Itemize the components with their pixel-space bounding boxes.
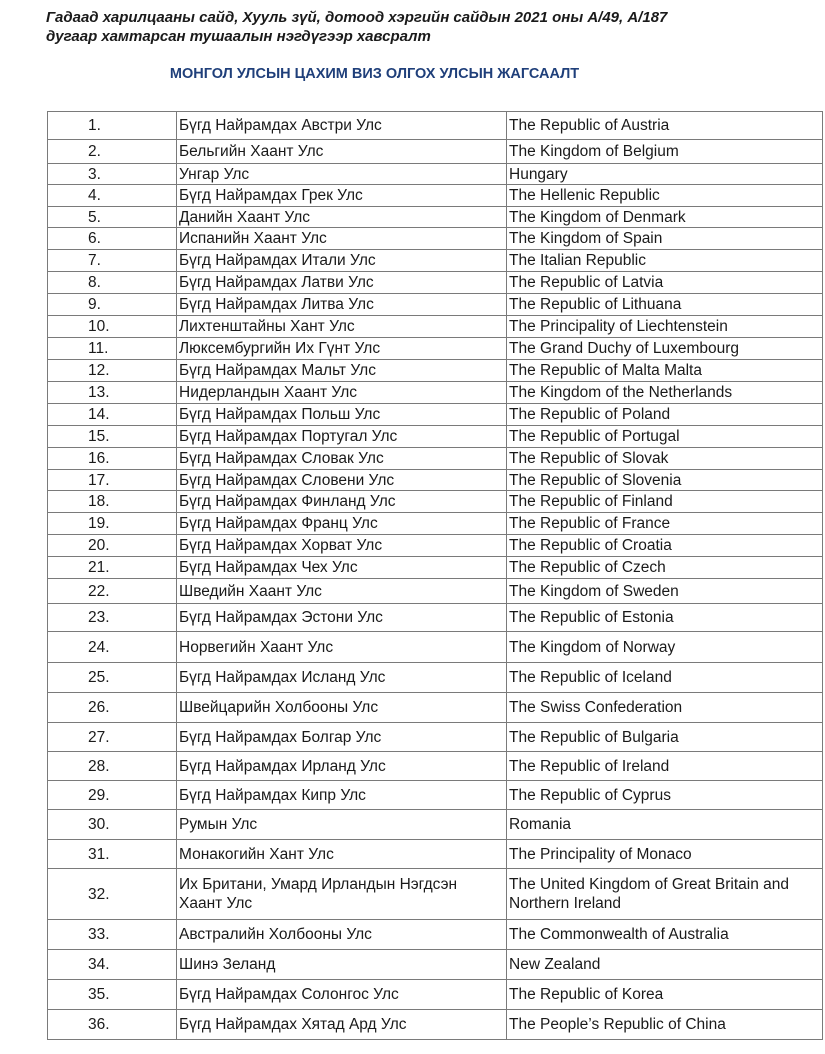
country-name-en: The Republic of Czech: [507, 557, 823, 579]
row-number: 20.: [48, 535, 177, 557]
row-number: 7.: [48, 250, 177, 272]
header-line-1: Гадаад харилцааны сайд, Хууль зүй, дотоод хэргийн сайдын 2021 оны А/49, А/187: [46, 9, 668, 26]
country-table-body: [48, 112, 823, 1040]
country-name-mn: Бүгд Найрамдах Латви Улс: [177, 272, 507, 294]
country-name-mn: Бүгд Найрамдах Португал Улс: [177, 426, 507, 448]
country-name-en: The Republic of Cyprus: [507, 781, 823, 810]
country-name-mn: Шведийн Хаант Улс: [177, 579, 507, 604]
row-number: 30.: [48, 810, 177, 840]
row-number: 11.: [48, 338, 177, 360]
page-title: МОНГОЛ УЛСЫН ЦАХИМ ВИЗ ОЛГОХ УЛСЫН ЖАГСААЛТ: [169, 66, 580, 82]
row-number: 33.: [48, 920, 177, 950]
row-number: 2.: [48, 140, 177, 164]
country-name-mn: Бельгийн Хаант Улс: [177, 140, 507, 164]
row-number: 14.: [48, 404, 177, 426]
country-name-mn: Бүгд Найрамдах Чех Улс: [177, 557, 507, 579]
table-row: [48, 950, 823, 980]
table-row: [48, 557, 823, 579]
table-row: [48, 228, 823, 250]
table-row: [48, 112, 823, 140]
table-row: [48, 693, 823, 723]
document-header: [46, 8, 786, 46]
table-row: [48, 448, 823, 470]
row-number: 36.: [48, 1010, 177, 1040]
table-row: [48, 140, 823, 164]
country-name-en: The Republic of Latvia: [507, 272, 823, 294]
table-row: [48, 810, 823, 840]
table-row: [48, 164, 823, 185]
country-name-mn: Люксембургийн Их Гүнт Улс: [177, 338, 507, 360]
country-name-mn: Бүгд Найрамдах Хятад Ард Улс: [177, 1010, 507, 1040]
country-name-mn: Бүгд Найрамдах Мальт Улс: [177, 360, 507, 382]
table-row: [48, 752, 823, 781]
table-row: [48, 604, 823, 632]
country-name-en: The Kingdom of Spain: [507, 228, 823, 250]
header-line-2: дугаар хамтарсан тушаалын нэгдүгээр хавсралт: [46, 28, 431, 45]
table-row: [48, 185, 823, 207]
country-name-mn: Бүгд Найрамдах Словак Улс: [177, 448, 507, 470]
table-row: [48, 338, 823, 360]
row-number: 34.: [48, 950, 177, 980]
row-number: 17.: [48, 470, 177, 491]
table-row: [48, 404, 823, 426]
country-name-mn: Бүгд Найрамдах Исланд Улс: [177, 663, 507, 693]
country-name-mn: Монакогийн Хант Улс: [177, 840, 507, 869]
country-name-en: The United Kingdom of Great Britain and Northern Ireland: [507, 869, 823, 920]
country-name-mn: Бүгд Найрамдах Ирланд Улс: [177, 752, 507, 781]
row-number: 32.: [48, 869, 177, 920]
row-number: 31.: [48, 840, 177, 869]
row-number: 13.: [48, 382, 177, 404]
row-number: 10.: [48, 316, 177, 338]
country-name-en: The Republic of Estonia: [507, 604, 823, 632]
row-number: 21.: [48, 557, 177, 579]
table-row: [48, 632, 823, 663]
country-name-en: The Republic of Austria: [507, 112, 823, 140]
country-name-en: Romania: [507, 810, 823, 840]
row-number: 29.: [48, 781, 177, 810]
row-number: 6.: [48, 228, 177, 250]
country-name-mn: Унгар Улс: [177, 164, 507, 185]
country-name-en: The People’s Republic of China: [507, 1010, 823, 1040]
country-name-en: The Republic of Korea: [507, 980, 823, 1010]
table-row: [48, 294, 823, 316]
table-row: [48, 360, 823, 382]
country-name-en: Hungary: [507, 164, 823, 185]
table-row: [48, 869, 823, 920]
country-name-en: The Commonwealth of Australia: [507, 920, 823, 950]
country-name-en: The Republic of Poland: [507, 404, 823, 426]
country-name-mn: Бүгд Найрамдах Словени Улс: [177, 470, 507, 491]
country-name-mn: Бүгд Найрамдах Литва Улс: [177, 294, 507, 316]
country-name-en: The Republic of Lithuana: [507, 294, 823, 316]
country-name-en: The Republic of Slovenia: [507, 470, 823, 491]
country-name-mn: Бүгд Найрамдах Эстони Улс: [177, 604, 507, 632]
country-name-mn: Лихтенштайны Хант Улс: [177, 316, 507, 338]
row-number: 18.: [48, 491, 177, 513]
table-row: [48, 579, 823, 604]
country-name-mn: Швейцарийн Холбооны Улс: [177, 693, 507, 723]
table-row: [48, 920, 823, 950]
table-row: [48, 980, 823, 1010]
row-number: 27.: [48, 723, 177, 752]
country-name-mn: Румын Улс: [177, 810, 507, 840]
row-number: 26.: [48, 693, 177, 723]
country-name-en: The Republic of Slovak: [507, 448, 823, 470]
country-name-mn: Бүгд Найрамдах Болгар Улс: [177, 723, 507, 752]
country-name-en: The Italian Republic: [507, 250, 823, 272]
row-number: 3.: [48, 164, 177, 185]
country-name-en: The Kingdom of Belgium: [507, 140, 823, 164]
country-name-mn: Бүгд Найрамдах Франц Улс: [177, 513, 507, 535]
row-number: 35.: [48, 980, 177, 1010]
country-name-mn: Бүгд Найрамдах Кипр Улс: [177, 781, 507, 810]
row-number: 25.: [48, 663, 177, 693]
country-name-mn: Австралийн Холбооны Улс: [177, 920, 507, 950]
country-name-mn: Их Британи, Умард Ирландын Нэгдсэн Хаант Улс: [177, 869, 507, 920]
country-name-mn: Данийн Хаант Улс: [177, 207, 507, 228]
country-name-mn: Норвегийн Хаант Улс: [177, 632, 507, 663]
row-number: 5.: [48, 207, 177, 228]
row-number: 22.: [48, 579, 177, 604]
country-name-mn: Испанийн Хаант Улс: [177, 228, 507, 250]
table-row: [48, 426, 823, 448]
row-number: 23.: [48, 604, 177, 632]
row-number: 4.: [48, 185, 177, 207]
country-name-mn: Бүгд Найрамдах Хорват Улс: [177, 535, 507, 557]
country-name-mn: Бүгд Найрамдах Финланд Улс: [177, 491, 507, 513]
table-row: [48, 663, 823, 693]
row-number: 24.: [48, 632, 177, 663]
country-name-mn: Бүгд Найрамдах Итали Улс: [177, 250, 507, 272]
country-name-en: The Republic of Portugal: [507, 426, 823, 448]
country-name-mn: Бүгд Найрамдах Грек Улс: [177, 185, 507, 207]
table-row: [48, 272, 823, 294]
table-row: [48, 513, 823, 535]
country-name-en: The Republic of Iceland: [507, 663, 823, 693]
country-name-mn: Бүгд Найрамдах Австри Улс: [177, 112, 507, 140]
table-row: [48, 781, 823, 810]
country-name-en: The Republic of Ireland: [507, 752, 823, 781]
country-name-en: The Republic of Croatia: [507, 535, 823, 557]
row-number: 15.: [48, 426, 177, 448]
country-name-en: The Kingdom of the Netherlands: [507, 382, 823, 404]
country-name-mn: Бүгд Найрамдах Польш Улс: [177, 404, 507, 426]
country-name-en: The Hellenic Republic: [507, 185, 823, 207]
table-row: [48, 1010, 823, 1040]
country-name-mn: Бүгд Найрамдах Солонгос Улс: [177, 980, 507, 1010]
country-table: [47, 111, 823, 1040]
country-name-en: The Grand Duchy of Luxembourg: [507, 338, 823, 360]
country-name-en: The Republic of France: [507, 513, 823, 535]
country-name-mn: Шинэ Зеланд: [177, 950, 507, 980]
country-name-en: The Swiss Confederation: [507, 693, 823, 723]
country-name-en: The Principality of Liechtenstein: [507, 316, 823, 338]
table-row: [48, 470, 823, 491]
row-number: 19.: [48, 513, 177, 535]
row-number: 9.: [48, 294, 177, 316]
table-row: [48, 207, 823, 228]
country-name-en: The Republic of Finland: [507, 491, 823, 513]
country-name-en: The Principality of Monaco: [507, 840, 823, 869]
country-name-en: The Republic of Malta Malta: [507, 360, 823, 382]
table-row: [48, 250, 823, 272]
table-row: [48, 316, 823, 338]
table-row: [48, 723, 823, 752]
row-number: 1.: [48, 112, 177, 140]
country-name-en: New Zealand: [507, 950, 823, 980]
country-name-en: The Kingdom of Denmark: [507, 207, 823, 228]
table-row: [48, 491, 823, 513]
country-name-en: The Kingdom of Norway: [507, 632, 823, 663]
row-number: 28.: [48, 752, 177, 781]
country-name-en: The Republic of Bulgaria: [507, 723, 823, 752]
row-number: 8.: [48, 272, 177, 294]
country-name-en: The Kingdom of Sweden: [507, 579, 823, 604]
row-number: 12.: [48, 360, 177, 382]
table-row: [48, 840, 823, 869]
table-row: [48, 535, 823, 557]
row-number: 16.: [48, 448, 177, 470]
table-row: [48, 382, 823, 404]
country-name-mn: Нидерландын Хаант Улс: [177, 382, 507, 404]
